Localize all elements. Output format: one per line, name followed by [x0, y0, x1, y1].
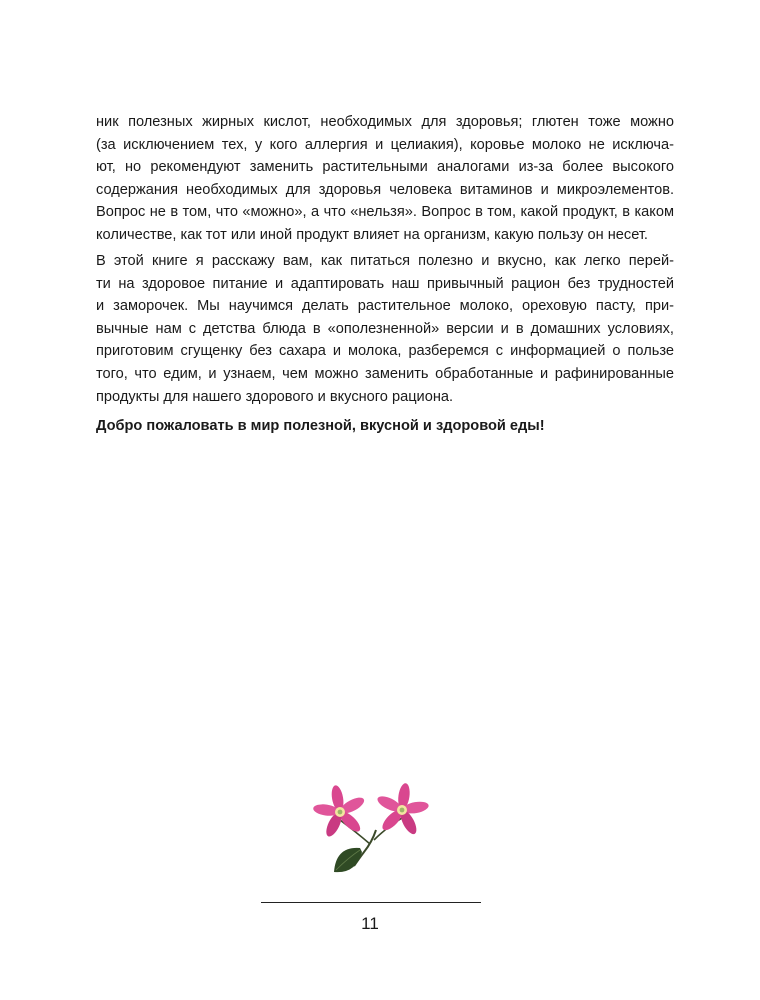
- paragraph-line: и заморочек. Мы научимся делать растительное молоко, ореховую пасту, при-: [96, 298, 674, 315]
- paragraph-line: приготовим сгущенку без сахара и молока, разберемся с информацией о пользе: [96, 343, 674, 360]
- right-flower: [375, 782, 429, 836]
- flower-pistil: [400, 808, 405, 813]
- paragraph-line: ти на здоровое питание и адаптировать наш привычный рацион без трудностей: [96, 275, 674, 292]
- paragraph-line: ют, но рекомендуют заменить растительными аналогами из-за более высокого: [96, 159, 674, 176]
- paragraph-line: (за исключением тех, у кого аллергия и целиакия), коровье молоко не исключа-: [96, 136, 674, 153]
- paragraph-line: ник полезных жирных кислот, необходимых для здоровья; глютен тоже можно: [96, 114, 674, 130]
- paragraph-1: [96, 111, 674, 247]
- paragraph-2: [96, 250, 674, 408]
- closing-statement: [96, 415, 674, 438]
- paragraph-line: вычные нам с детства блюда в «ополезненной» версии и в домашних условиях,: [96, 320, 674, 337]
- flower-pistil: [338, 810, 343, 815]
- footer-divider: [261, 902, 481, 903]
- paragraph-line: количестве, как тот или иной продукт влияет на организм, какую пользу он несет.: [96, 226, 648, 243]
- flower-branch-icon: [306, 778, 436, 878]
- closing-line: Добро пожаловать в мир полезной, вкусной и здоровой еды!: [96, 418, 545, 434]
- paragraph-line: того, что едим, и узнаем, чем можно заменить обработанные и рафинированные: [96, 365, 674, 382]
- page-number: 11: [361, 914, 379, 933]
- paragraph-line: В этой книге я расскажу вам, как питаться полезно и вкусно, как легко перей-: [96, 253, 674, 269]
- left-flower: [312, 784, 366, 838]
- paragraph-line: содержания необходимых для здоровья человека витаминов и микроэлементов.: [96, 181, 674, 198]
- paragraph-line: продукты для нашего здорового и вкусного рациона.: [96, 388, 454, 405]
- paragraph-line: Вопрос не в том, что «можно», а что «нельзя». Вопрос в том, какой продукт, в каком: [96, 204, 674, 221]
